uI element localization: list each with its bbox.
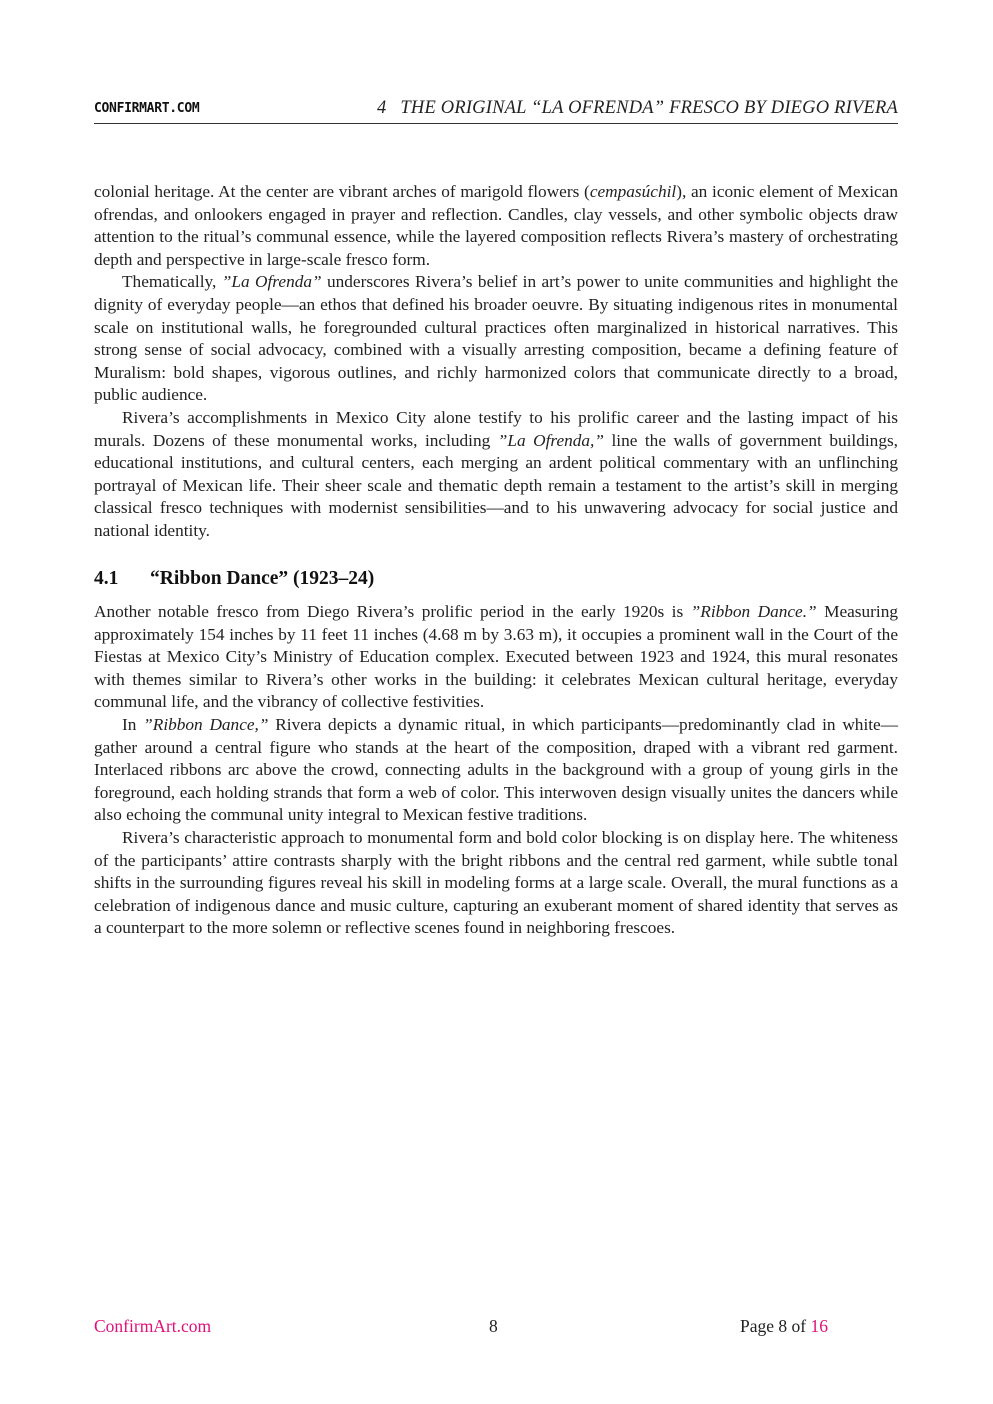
paragraph [94,271,898,407]
emphasis-text: ”La Ofrenda” [221,272,322,292]
chapter-number: 4 [376,98,387,118]
section-title: “Ribbon Dance” (1923–24) [150,567,375,589]
emphasis-text: ”Ribbon Dance.” [690,602,817,622]
paragraph [94,407,898,543]
emphasis-text: ”La Ofrenda,” [497,430,604,450]
paragraph [94,601,898,714]
running-header [94,97,898,124]
section-number: 4.1 [94,567,119,589]
paragraph [94,181,898,271]
text-run: Rivera’s accomplishments in Mexico City alone testify to his prolific career and the lasting impact of his murals. Dozens of these monumental works, including [94,407,898,450]
text-run: colonial heritage. At the center are vibrant arches of marigold flowers ( [94,182,590,201]
chapter-title: THE ORIGINAL “LA OFRENDA” FRESCO BY DIEGO RIVERA [400,98,898,118]
emphasis-text: ”Ribbon Dance,” [143,715,269,735]
text-run: ), an iconic element of Mexican ofrendas, and onlookers engaged in prayer and reflection. Candles, clay vessels, and other symbolic objects draw attention to the ritual’s communal essence, while the layered composition reflects Rivera’s mastery of orchestrating depth and perspective in large-scale fresco form. [94,182,898,269]
text-run: Measuring approximately 154 inches by 11 feet 11 inches (4.68 m by 3.63 m), it occupies a prominent wall in the Court of the Fiestas at Mexico City’s Ministry of Education complex. Executed between 1923 and 1924, this mural resonates with themes similar to Rivera’s other works in the building: it celebrates Mexican cultural heritage, everyday communal life, and the vibrancy of collective festivities. [94,602,898,712]
site-logo[interactable]: CONFIRMART.COM [94,101,200,116]
paragraph [94,827,898,940]
main-body [94,181,898,940]
footer-site-link[interactable]: ConfirmArt.com [94,1316,212,1336]
text-run: Thematically, [122,272,222,292]
page-count-label: Page 8 of [740,1316,811,1336]
text-run: In [122,715,144,735]
emphasis-text: cempasúchil [589,182,677,201]
text-run: line the walls of government buildings, educational institutions, and cultural centers, each merging an ardent political commentary with an unflinching portrayal of Mexican life. Their sheer scale and thematic depth remain a testament to the artist’s skill in merging classical fresco techniques with modernist sensibilities—and to his unwavering advocacy for social justice and national identity. [94,430,899,540]
chapter-header [377,98,898,119]
paragraph [94,714,898,827]
footer-page-number: 8 [489,1316,498,1336]
section-heading [94,568,898,591]
page-total-link[interactable]: 16 [810,1316,828,1336]
text-run: underscores Rivera’s belief in art’s power to unite communities and highlight the dignity of everyday people—an ethos that defined his broader oeuvre. By situating indigenous rites in monumental scale on institutional walls, he foregrounded cultural practices often marginalized in historical narratives. This strong sense of social advocacy, combined with a visually arresting composition, became a defining feature of Muralism: bold shapes, vigorous outlines, and richly harmonized colors that communicate directly to a broad, public audience. [94,272,898,405]
text-run: Rivera’s characteristic approach to monumental form and bold color blocking is on display here. The whiteness of the participants’ attire contrasts sharply with the bright ribbons and the central red garment, while subtle tonal shifts in the surrounding figures reveal his skill in modeling forms at a large scale. Overall, the mural functions as a celebration of indigenous dance and music culture, capturing an exuberant moment of shared identity that serves as a counterpart to the more solemn or reflective scenes found in neighboring frescoes. [94,828,898,938]
text-run: Rivera depicts a dynamic ritual, in which participants—predominantly clad in white—gather around a central figure who stands at the heart of the composition, draped with a vibrant red garment. Interlaced ribbons arc above the crowd, connecting adults in the background with a group of young girls in the foreground, each holding strands that form a web of color. This interwoven design visually unites the dancers while also echoing the communal unity integral to Mexican festive traditions. [94,715,899,825]
text-run: Another notable fresco from Diego Rivera’s prolific period in the early 1920s is [94,602,691,622]
footer-page-count [740,1316,828,1337]
